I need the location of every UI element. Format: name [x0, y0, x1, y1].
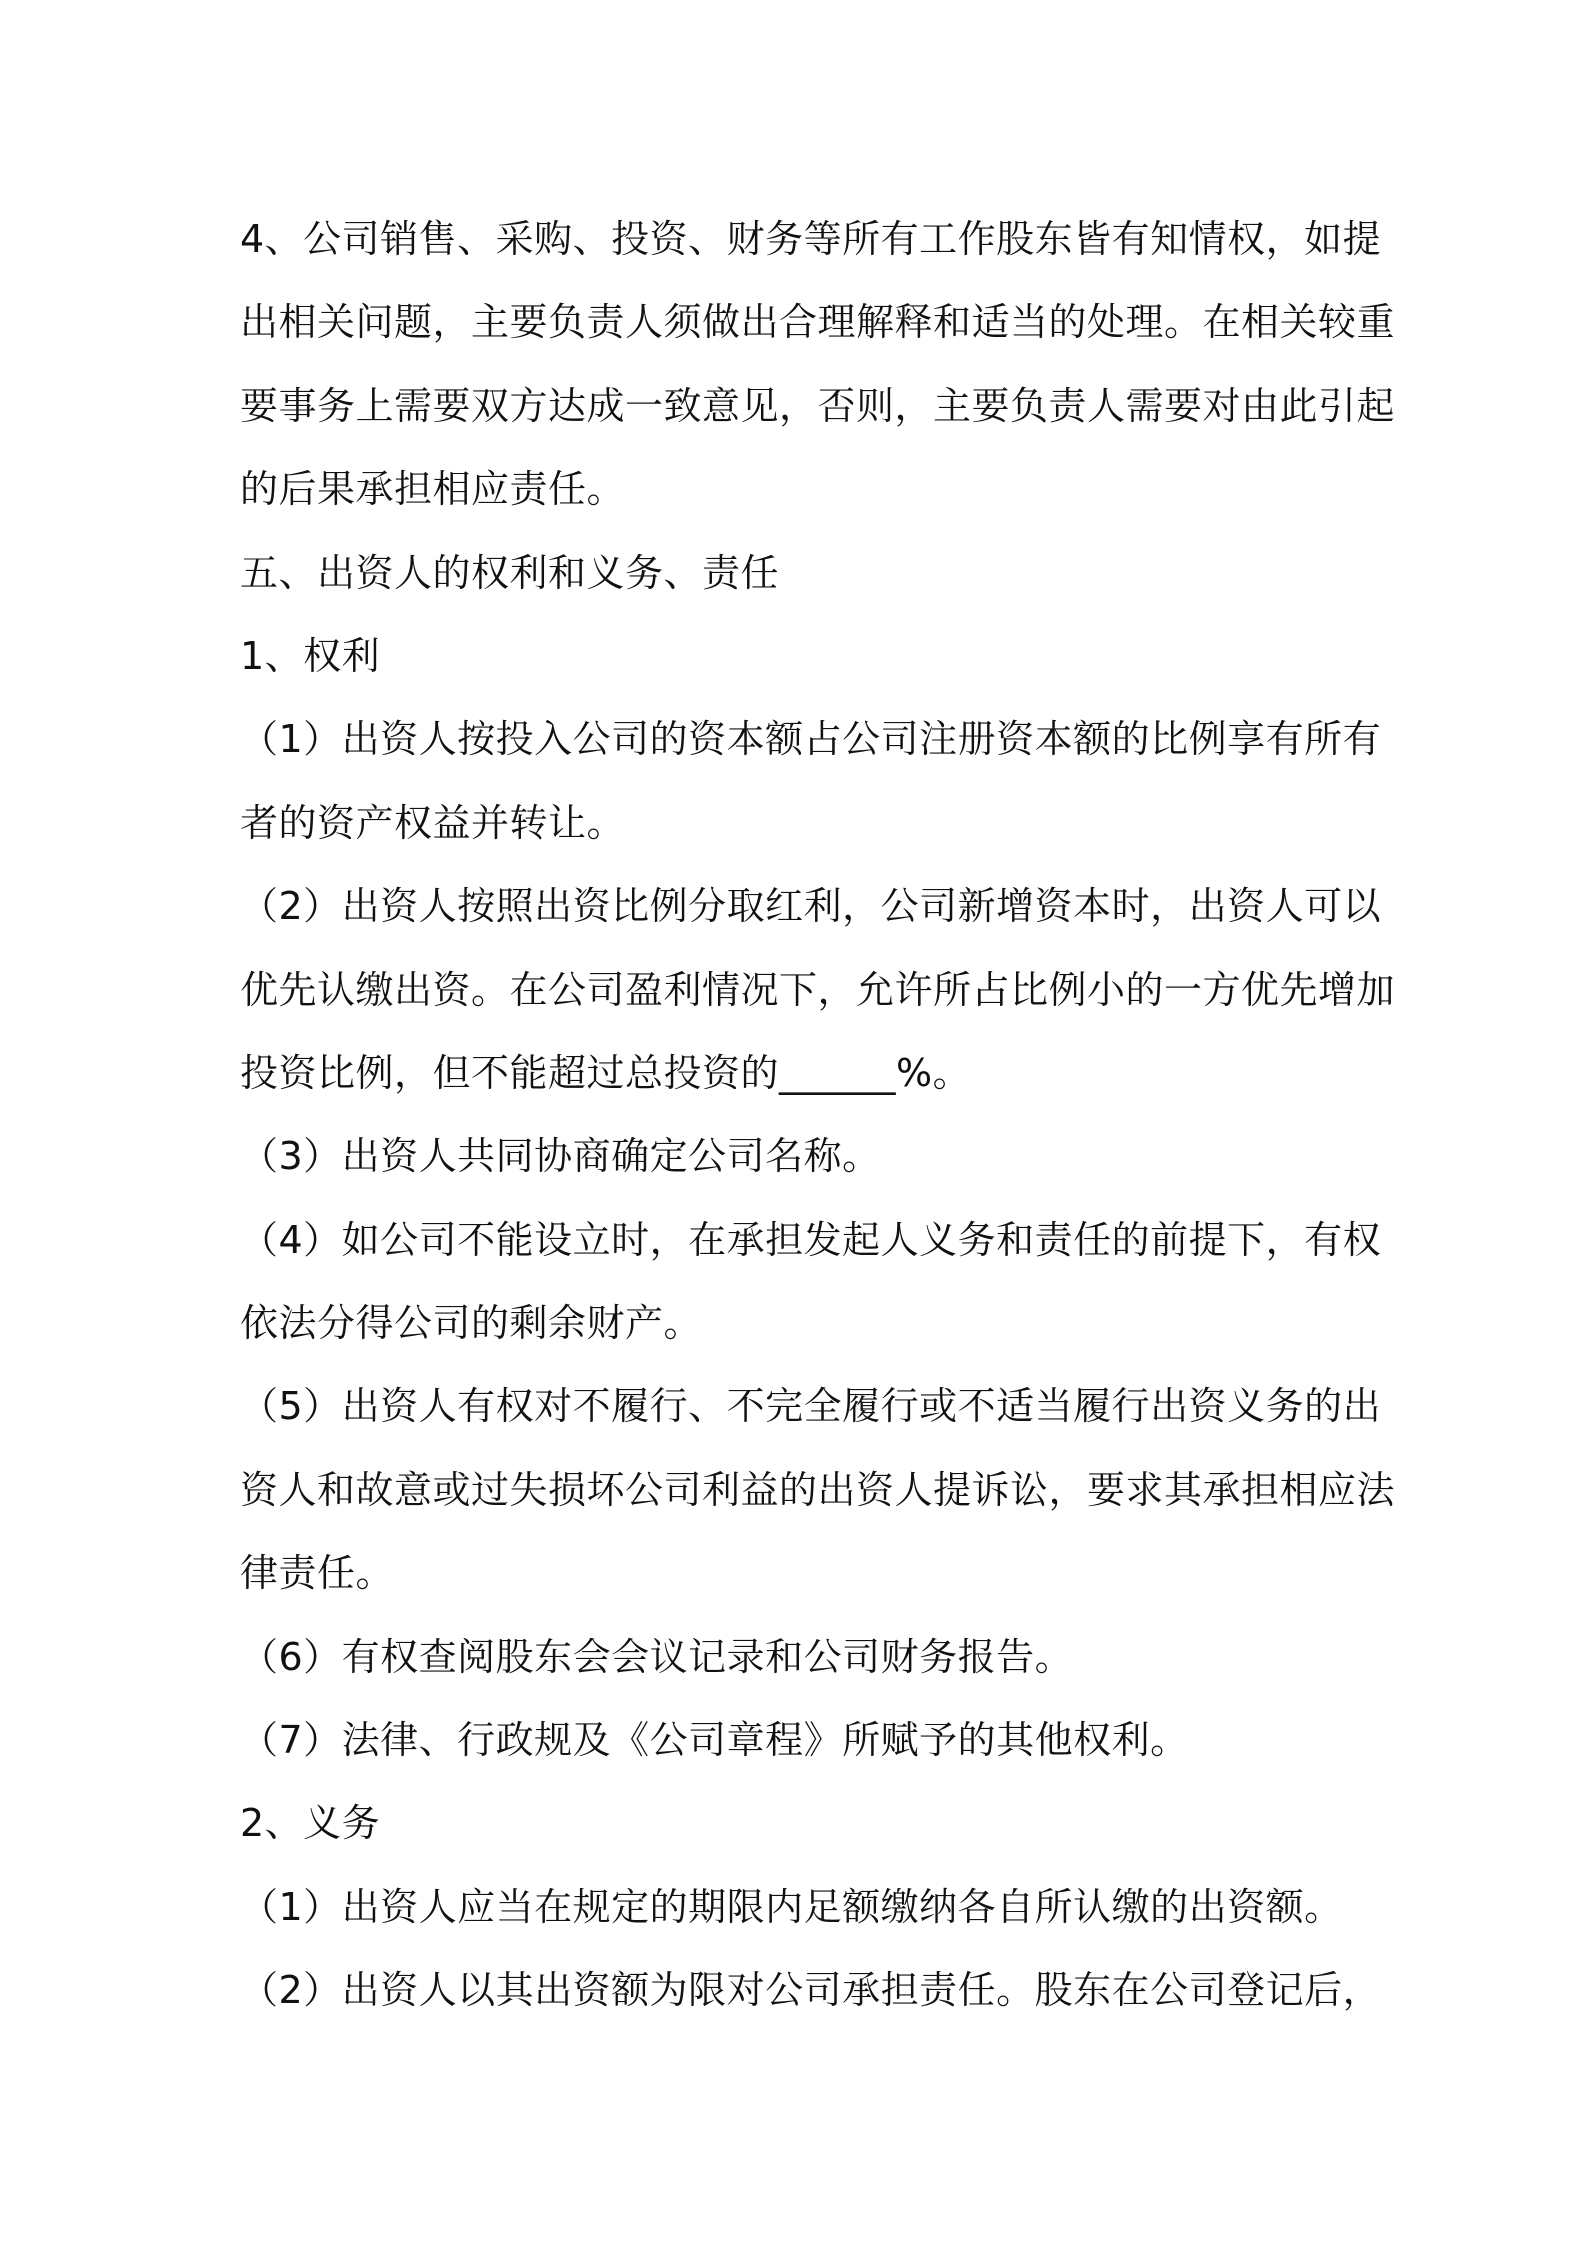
paragraph-line: （7）法律、行政规及《公司章程》所赋予的其他权利。 — [240, 1718, 1189, 1763]
paragraph-line: （4）如公司不能设立时，在承担发起人义务和责任的前提下，有权 — [240, 1217, 1382, 1262]
paragraph-line: 依法分得公司的剩余财产。 — [240, 1301, 703, 1346]
paragraph-line: 投资比例，但不能超过总投资的______%。 — [240, 1050, 972, 1095]
paragraph-line: 4、公司销售、采购、投资、财务等所有工作股东皆有知情权，如提 — [240, 217, 1382, 261]
paragraph-line: （3）出资人共同协商确定公司名称。 — [240, 1134, 881, 1179]
paragraph-line: 出相关问题，主要负责人须做出合理解释和适当的处理。在相关较重 — [240, 300, 1396, 345]
paragraph-line: 者的资产权益并转让。 — [240, 800, 626, 845]
paragraph-line: （5）出资人有权对不履行、不完全履行或不适当履行出资义务的出 — [240, 1384, 1382, 1429]
paragraph-line: 资人和故意或过失损坏公司利益的出资人提诉讼，要求其承担相应法 — [240, 1467, 1396, 1512]
subsection-heading: 1、权利 — [240, 633, 381, 678]
paragraph-line: （2）出资人按照出资比例分取红利，公司新增资本时，出资人可以 — [240, 884, 1382, 929]
paragraph-line: 的后果承担相应责任。 — [240, 467, 626, 512]
paragraph-line: 优先认缴出资。在公司盈利情况下，允许所占比例小的一方优先增加 — [240, 967, 1396, 1012]
paragraph-line: （1）出资人应当在规定的期限内足额缴纳各自所认缴的出资额。 — [240, 1884, 1343, 1929]
paragraph-line: （2）出资人以其出资额为限对公司承担责任。股东在公司登记后， — [240, 1968, 1382, 2013]
section-heading: 五、出资人的权利和义务、责任 — [240, 550, 780, 595]
paragraph-line: 律责任。 — [240, 1551, 395, 1596]
document-body — [240, 198, 1396, 2033]
subsection-heading: 2、义务 — [240, 1801, 381, 1846]
paragraph-line: （6）有权查阅股东会会议记录和公司财务报告。 — [240, 1634, 1074, 1679]
paragraph-line: （1）出资人按投入公司的资本额占公司注册资本额的比例享有所有 — [240, 717, 1382, 762]
paragraph-line: 要事务上需要双方达成一致意见，否则，主要负责人需要对由此引起 — [240, 383, 1396, 428]
